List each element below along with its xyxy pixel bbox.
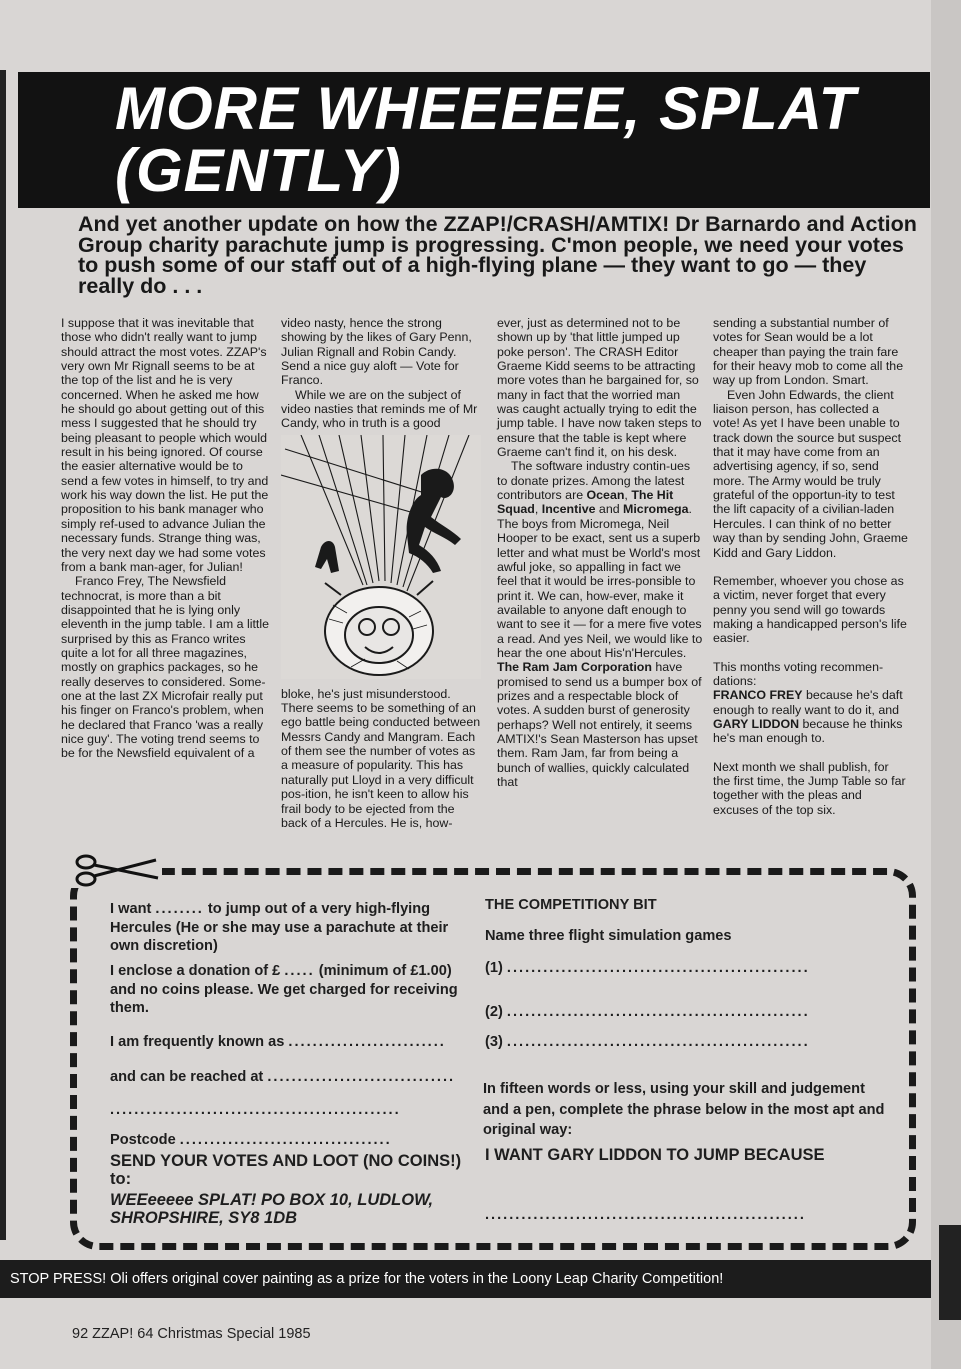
answer-number: (1) (485, 960, 503, 976)
paragraph (497, 459, 703, 789)
fill-in-line[interactable]: ............................... (267, 1069, 456, 1085)
phrase-answer-line (485, 1206, 885, 1225)
coupon-reached-at (110, 1068, 470, 1087)
competition-question: Name three flight simulation games (485, 928, 732, 944)
recommendation-franco: FRANCO FREY (713, 688, 803, 703)
page-edge-shadow (939, 1225, 961, 1320)
text-run: and no coins please. We get charged for receiving them. (110, 981, 458, 1016)
text-run: I want (110, 901, 152, 917)
paragraph: This months voting recommen-dations: (713, 659, 884, 688)
coupon-address (110, 1191, 490, 1227)
column-1 (61, 316, 269, 761)
paragraph (713, 688, 909, 745)
coupon-send-to: SEND YOUR VOTES AND LOOT (NO COINS!) to: (110, 1152, 462, 1188)
competition-title: THE COMPETITIONY BIT (485, 897, 657, 913)
coupon-address-line (110, 1101, 470, 1120)
address-line-2: SHROPSHIRE, SY8 1DB (110, 1209, 298, 1227)
fill-in-line[interactable]: ................................................ (110, 1102, 401, 1118)
fill-in-line[interactable]: .................................................. (506, 1034, 810, 1050)
text-run: The software industry contin-ues to donate prizes. Among the latest contributors are (497, 459, 691, 503)
paragraph: Next month we shall publish, for the first time, the Jump Table so far together with the pleas and excuses of the top six. (713, 759, 906, 817)
text-run: Hercules (He or she may use a parachute at their own discretion) (110, 919, 449, 954)
text-run: because he thinks he's man enough to. (713, 716, 903, 746)
page-footer: 92 ZZAP! 64 Christmas Special 1985 (72, 1326, 311, 1342)
page-edge (931, 0, 961, 1369)
text-run: Postcode (110, 1132, 176, 1148)
fill-in-line[interactable]: ................................... (179, 1132, 392, 1148)
paragraph: Remember, whoever you chose as a victim, never forget that every penny you send will go towards making a handicapped person's life easier. (713, 573, 907, 646)
stop-press-bar: STOP PRESS! Oli offers original cover painting as a prize for the voters in the Loony Leap Charity Competition! (0, 1260, 931, 1298)
column-3 (497, 316, 703, 789)
parachutist-illustration (281, 435, 481, 679)
paragraph: ever, just as determined not to be shown up by 'that little jumped up poke person'. The CRASH Editor Graeme Kidd seems to be attracting more votes than he bargained for, so many in fact that the worried man was caught actually trying to edit the jump table. I have now taken steps to ensure that the table is kept where Graeme can't find it, on his desk. (497, 316, 702, 460)
fill-in-line[interactable]: ........ (155, 901, 204, 917)
text-run: and can be reached at (110, 1069, 264, 1085)
company-micromega: Micromega (623, 502, 689, 517)
text-run: because he's daft enough to really want to do it, and (713, 688, 903, 717)
headline-line-2: (GENTLY) (115, 137, 402, 204)
competition-phrase: I WANT GARY LIDDON TO JUMP BECAUSE (485, 1146, 825, 1164)
recommendation-gary: GARY LIDDON (713, 716, 800, 731)
headline-line-1: MORE WHEEEEE, SPLAT (115, 75, 857, 142)
text-run: , (534, 502, 542, 517)
company-incentive: Incentive (541, 502, 596, 517)
text-run: I enclose a donation of £ (110, 963, 281, 979)
coupon-donation (110, 962, 475, 1018)
fill-in-line[interactable]: .................................................. (506, 1004, 810, 1020)
paragraph: sending a substantial number of votes for Sean would be a lot cheaper than paying the train fare for their heavy mob to come all the way up from London. Smart. (713, 316, 904, 388)
text-run: , (624, 488, 632, 503)
paragraph: I suppose that it was inevitable that those who didn't really want to jump should attract the most votes. ZZAP's very own Mr Rignall seems to be at the top of the list and he is very concerned. When he asked me how he should go about getting out of this mess I suggested that he should try being pleasant to people which would result in his being ignored. Of course the easier alternative would be to send a few votes in himself, to try and work his way down the list. He put the proposition to his bank manager who simply ref-used to advance Julian the necessary funds. Strange thing was, the very next day we had some votes from a bank man-ager, for Julian! (61, 316, 269, 574)
paragraph: video nasty, hence the strong showing by the likes of Gary Penn, Julian Rignall and Robin Candy. Send a nice guy aloft — Vote for Franco. (281, 316, 472, 388)
address-line-1: WEEeeeee SPLAT! PO BOX 10, LUDLOW, (110, 1191, 434, 1209)
text-run: I am frequently known as (110, 1034, 285, 1050)
text-run: (minimum of £1.00) (318, 963, 452, 979)
coupon-postcode (110, 1131, 470, 1150)
coupon-known-as (110, 1033, 470, 1052)
left-rule (0, 70, 6, 1240)
paragraph: While we are on the subject of video nasties that reminds me of Mr Candy, who in truth is a good (281, 387, 478, 431)
text-run: have promised to send us a bumper box of prizes and a respectable block of votes. A sudden burst of generosity perhaps? Well not entirely, it seems AMTIX!'s Sean Masterson has upset them. Ram Jam, far from being a bunch of wallies, quickly calculated that (497, 660, 702, 789)
fill-in-line[interactable]: ..................................................... (485, 1207, 806, 1223)
text-run: to jump out of a very high-flying (207, 901, 431, 917)
standfirst: And yet another update on how the ZZAP!/CRASH/AMTIX! Dr Barnardo and Action Group charity parachute jump is progressing. C'mon people, we need your votes to push some of our staff out of a high-flying plane — they want to go — they really do . . . (78, 212, 917, 298)
coupon-want (110, 900, 470, 956)
answer-3 (485, 1033, 885, 1052)
company-ram-jam: The Ram Jam Corporation (497, 660, 652, 675)
company-ocean: Ocean (586, 488, 625, 503)
answer-number: (3) (485, 1034, 503, 1050)
scissors-icon (70, 852, 162, 888)
column-4 (713, 316, 909, 817)
fill-in-line[interactable]: .................................................. (506, 960, 810, 976)
answer-1 (485, 959, 885, 978)
column-2 (281, 316, 484, 830)
fill-in-line[interactable]: .......................... (288, 1034, 446, 1050)
company-hit-squad: The Hit Squad (497, 488, 674, 517)
paragraph: Even John Edwards, the client liaison person, has collected a vote! As yet I have been unable to track down the source but suspect that it may have come from an advertising agency, if so, send more. The Army would be truly grateful of the opportun-ity to test the lift capacity of a civilian-laden Hercules. I can think of no better way than by sending John, Graeme Kidd and Gary Liddon. (713, 387, 908, 560)
answer-2 (485, 1003, 885, 1022)
text-run: and (595, 502, 624, 517)
fill-in-line[interactable]: ..... (284, 963, 315, 979)
paragraph: Franco Frey, The Newsfield technocrat, is more than a bit disappointed that he is lying only eleventh in the jump table. I am a little surprised by this as Franco writes quite a lot for all three magazines, mostly on graphics packages, so he really deserves to considered. Some-one at the last ZX Microfair really put his finger on Franco's problem, when he declared that Franco 'was a really nice guy'. The voting trend seems to be for the Newsfield equivalent of a (61, 574, 270, 761)
competition-instructions: In fifteen words or less, using your skill and judgement and a pen, complete the phrase below in the most apt and original way: (483, 1081, 885, 1138)
text-run: . The boys from Micromega, Neil Hooper to be exact, sent us a superb letter and what must be World's most awful joke, so appalling in fact we feel that it would be irres-ponsible to print it. We can, how-ever, make it available to anyone daft enough to want to see it — for a mere five votes a read. And yes Neil, we would like to hear the one about His'n'Hercules. (497, 502, 703, 660)
paragraph: bloke, he's just misunderstood. There seems to be something of an ego battle being conducted between Messrs Candy and Mangram. Each of them see the number of votes as a measure of popularity. This has naturally put Lloyd in a very difficult pos-ition, he isn't keen to allow his frail body to be ejected from the back of a Hercules. He is, how- (281, 686, 481, 830)
headline (115, 75, 915, 204)
answer-number: (2) (485, 1004, 503, 1020)
